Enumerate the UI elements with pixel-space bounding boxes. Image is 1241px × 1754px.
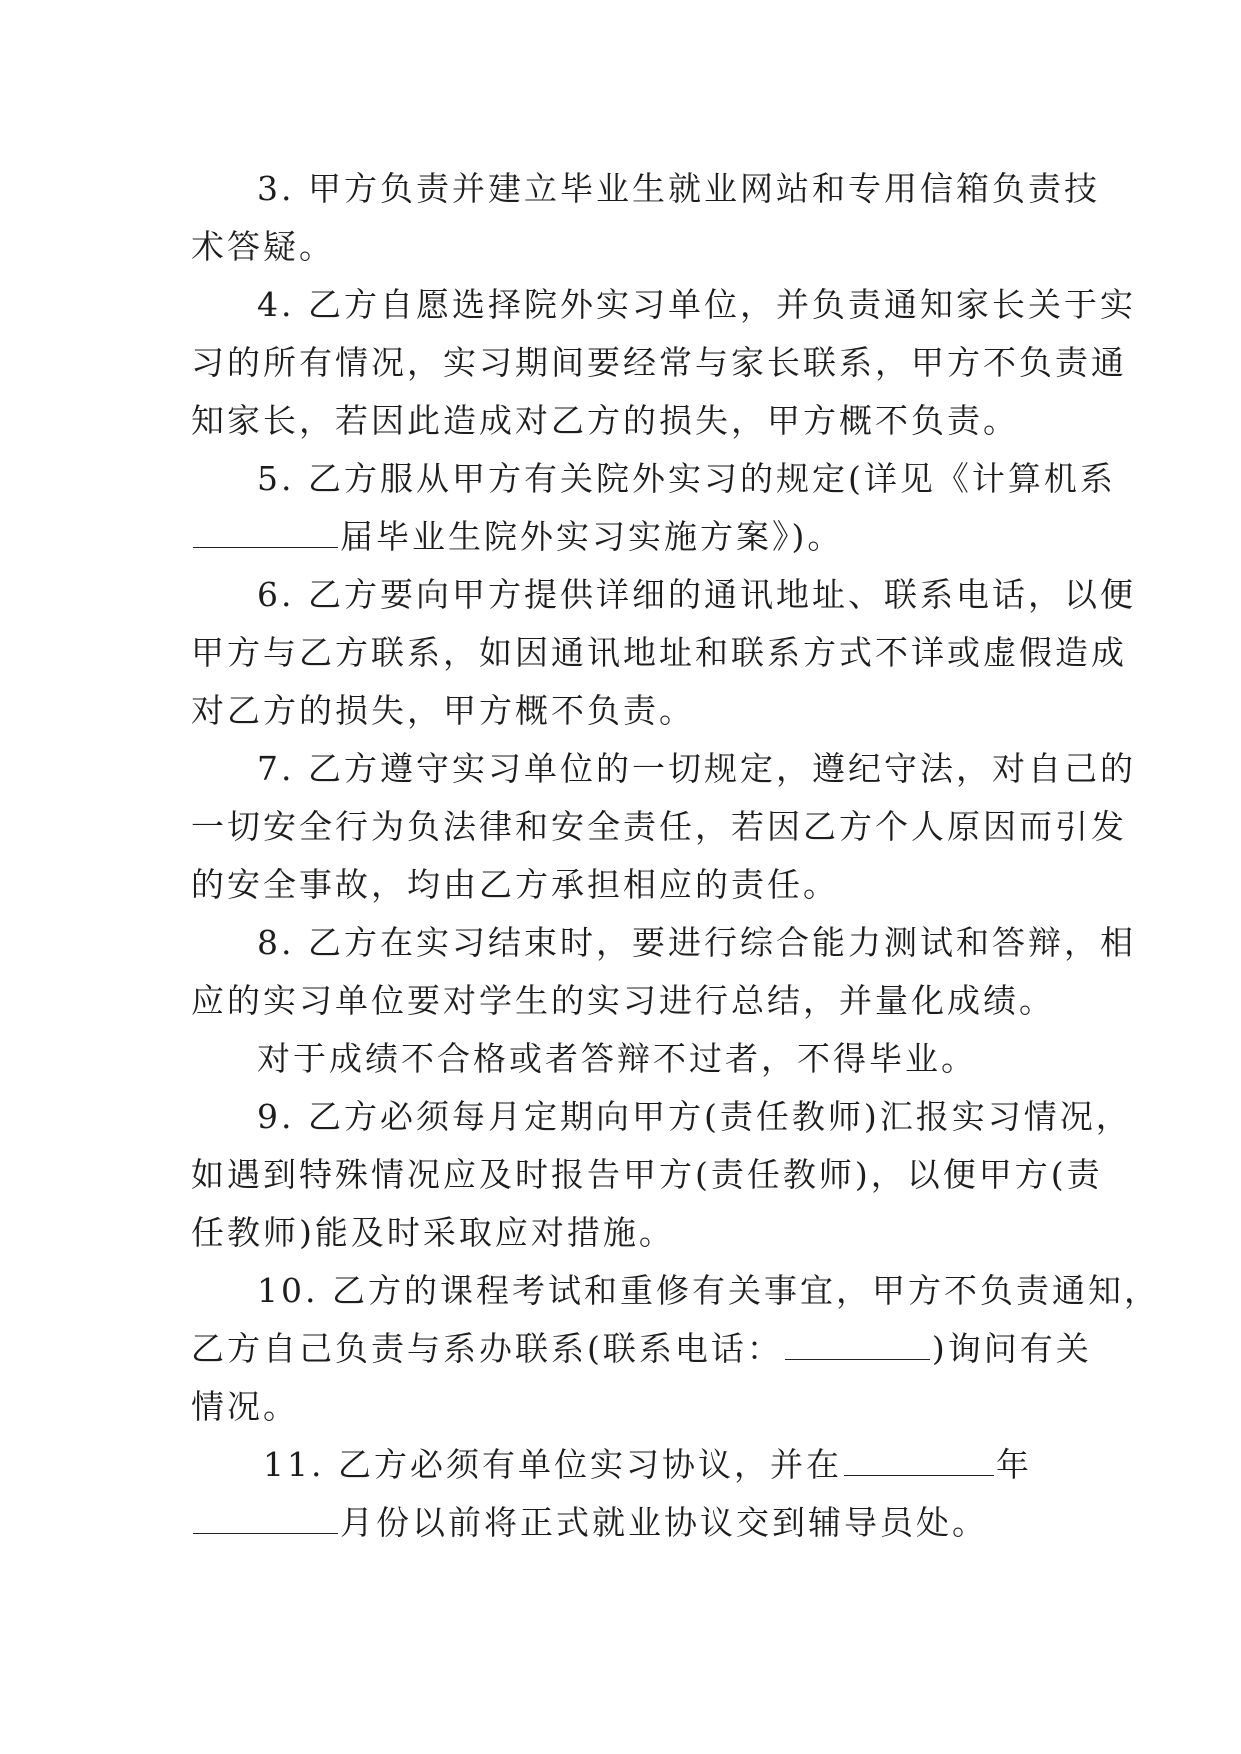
clause-11-line-1-text-b: 年 (995, 1445, 1032, 1484)
clause-10 (191, 1262, 1160, 1436)
clause-7-line-3: 的安全事故，均由乙方承担相应的责任。 (191, 865, 839, 904)
clause-4-line-2: 习的所有情况，实习期间要经常与家长联系，甲方不负责通 (191, 343, 1127, 382)
clause-9 (191, 1088, 1132, 1262)
blank-phone-field (785, 1329, 930, 1360)
clause-6 (191, 566, 1136, 740)
clause-11-line-1 (191, 1436, 1049, 1494)
clause-10-line-1: 10. 乙方的课程考试和重修有关事宜，甲方不负责通知， (257, 1271, 1160, 1310)
clause-6-line-1: 6. 乙方要向甲方提供详细的通讯地址、联系电话，以便 (257, 575, 1136, 614)
document-body (191, 160, 1160, 1552)
blank-month-field (193, 1503, 338, 1534)
clause-11-line-1-text-a: 11. 乙方必须有单位实习协议，并在 (263, 1445, 842, 1484)
clause-7-line-1: 7. 乙方遵守实习单位的一切规定，遵纪守法，对自己的 (257, 749, 1136, 788)
clause-10-line-2 (191, 1320, 1092, 1378)
clause-11 (191, 1436, 1049, 1552)
clause-9-line-1: 9. 乙方必须每月定期向甲方(责任教师)汇报实习情况， (257, 1097, 1132, 1136)
clause-8-note-line-1: 对于成绩不合格或者答辩不过者，不得毕业。 (257, 1039, 977, 1078)
clause-5-line-2-text: 届毕业生院外实习实施方案》)。 (340, 517, 844, 556)
clause-8-line-1: 8. 乙方在实习结束时，要进行综合能力测试和答辩，相 (257, 923, 1136, 962)
clause-9-line-3: 任教师)能及时采取应对措施。 (191, 1213, 675, 1252)
clause-3 (191, 160, 1100, 276)
clause-8-line-2: 应的实习单位要对学生的实习进行总结，并量化成绩。 (191, 981, 1055, 1020)
clause-5 (191, 450, 1116, 566)
clause-6-line-3: 对乙方的损失，甲方概不负责。 (191, 691, 695, 730)
clause-3-line-1: 3. 甲方负责并建立毕业生就业网站和专用信箱负责技 (257, 169, 1100, 208)
clause-5-line-2 (191, 508, 1049, 566)
clause-6-line-2: 甲方与乙方联系，如因通讯地址和联系方式不详或虚假造成 (191, 633, 1127, 672)
clause-10-line-2-text-a: 乙方自己负责与系办联系(联系电话： (191, 1329, 783, 1368)
blank-year-field (193, 517, 338, 548)
clause-4 (191, 276, 1136, 450)
clause-11-line-2 (191, 1494, 1049, 1552)
clause-9-line-2: 如遇到特殊情况应及时报告甲方(责任教师)，以便甲方(责 (191, 1155, 1103, 1194)
clause-5-line-1: 5. 乙方服从甲方有关院外实习的规定(详见《计算机系 (257, 459, 1116, 498)
blank-year-deadline-field (844, 1445, 994, 1476)
clause-7-line-2: 一切安全行为负法律和安全责任，若因乙方个人原因而引发 (191, 807, 1127, 846)
clause-4-line-1: 4. 乙方自愿选择院外实习单位，并负责通知家长关于实 (257, 285, 1136, 324)
clause-10-line-2-text-b: )询问有关 (931, 1329, 1092, 1368)
clause-11-line-2-text: 月份以前将正式就业协议交到辅导员处。 (340, 1503, 988, 1542)
clause-10-line-3: 情况。 (191, 1387, 299, 1426)
clause-3-line-2: 术答疑。 (191, 227, 335, 266)
clause-8-note (191, 1030, 1049, 1088)
clause-7 (191, 740, 1136, 914)
clause-4-line-3: 知家长，若因此造成对乙方的损失，甲方概不负责。 (191, 401, 1019, 440)
clause-8 (191, 914, 1136, 1030)
